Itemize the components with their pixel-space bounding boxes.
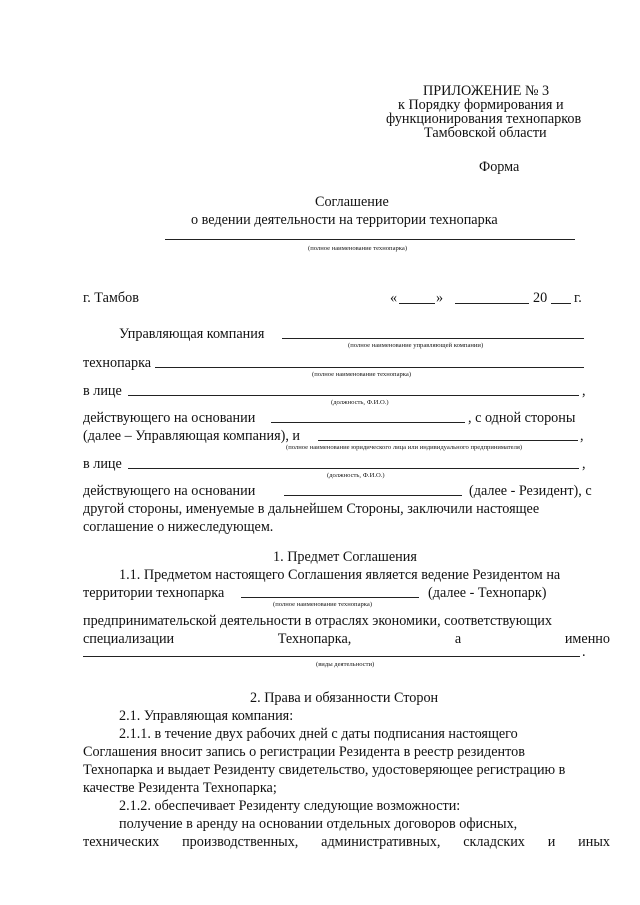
resident-entity-comma: ,: [580, 428, 584, 444]
person-caption: (должность, Ф.И.О.): [331, 399, 389, 406]
resident-basis-line: [284, 495, 462, 496]
clause-2-1-1-line-2: Соглашения вносит запись о регистрации Резидента в реестр резидентов: [83, 744, 525, 760]
parties-line-2: другой стороны, именуемые в дальнейшем Стороны, заключили настоящее: [83, 501, 540, 517]
word-warehouse: складских: [463, 834, 525, 850]
parties-line-3: соглашение о нижеследующем.: [83, 519, 274, 535]
person-line: [128, 395, 579, 396]
person-label: в лице: [83, 383, 122, 399]
word-other: иных: [578, 834, 610, 850]
management-company-line: [282, 338, 584, 339]
management-company-caption: (полное наименование управляющей компании): [348, 342, 484, 349]
technopark-name-line: [165, 239, 575, 240]
appendix-ref-line-3: Тамбовской области: [424, 125, 547, 141]
clause-2-1-1-line-3: Технопарка и выдает Резиденту свидетельство, удостоверяющее регистрацию в: [83, 762, 566, 778]
word-namely: именно: [564, 631, 610, 647]
resident-entity-caption: (полное наименование юридического лица или индивидуального предпринимателя): [286, 444, 523, 451]
technopark-caption: (полное наименование технопарка): [312, 371, 412, 378]
date-month-line: [455, 303, 529, 304]
territory-label: территории технопарка: [83, 585, 225, 601]
word-specialization: специализации: [83, 631, 175, 647]
resident-person-caption: (должность, Ф.И.О.): [327, 472, 385, 479]
word-administrative: административных,: [321, 834, 441, 850]
basis-line: [271, 422, 465, 423]
one-side-text: , с одной стороны: [468, 410, 576, 426]
basis-label: действующего на основании: [83, 410, 256, 426]
word-technical: технических: [83, 834, 160, 850]
word-a: а: [454, 631, 462, 647]
document-title: Соглашение: [315, 194, 389, 210]
clause-1-1-line-4: [83, 630, 610, 648]
resident-person-line: [128, 468, 579, 469]
technopark-name-caption: (полное наименование технопарка): [308, 245, 408, 252]
technopark-label: технопарка: [83, 355, 152, 371]
section-1-heading: 1. Предмет Соглашения: [273, 549, 417, 565]
person-comma: ,: [582, 383, 586, 399]
word-production: производственных,: [182, 834, 299, 850]
clause-2-1-1-line-4: качестве Резидента Технопарка;: [83, 780, 277, 796]
word-technopark: Технопарка,: [277, 631, 352, 647]
appendix-ref-line-1: к Порядку формирования и: [398, 97, 564, 113]
date-year-prefix: 20: [533, 290, 548, 306]
activity-types-dot: .: [582, 644, 586, 660]
appendix-number: ПРИЛОЖЕНИЕ № 3: [423, 83, 550, 99]
date-year-line: [551, 303, 571, 304]
resident-basis-label: действующего на основании: [83, 483, 256, 499]
clause-2-1-1-line-1: 2.1.1. в течение двух рабочих дней с даты подписания настоящего: [119, 726, 518, 742]
section-2-heading: 2. Права и обязанности Сторон: [250, 690, 439, 706]
resident-entity-line: [318, 440, 578, 441]
resident-person-comma: ,: [582, 456, 586, 472]
resident-text: (далее - Резидент), с: [469, 483, 592, 499]
hereafter-text: (далее – Управляющая компания), и: [83, 428, 301, 444]
clause-2-1-2-line-2: [83, 833, 610, 851]
city: г. Тамбов: [83, 290, 139, 306]
activity-types-caption: (виды деятельности): [316, 661, 375, 668]
date-quote-open: «: [390, 290, 398, 306]
territory-technopark-line: [241, 597, 419, 598]
word-and: и: [547, 834, 556, 850]
appendix-ref-line-2: функционирования технопарков: [386, 111, 582, 127]
resident-person-label: в лице: [83, 456, 122, 472]
management-company-label: Управляющая компания: [119, 326, 265, 342]
activity-types-line: [83, 656, 580, 657]
date-year-suffix: г.: [574, 290, 582, 306]
clause-1-1-line-1: 1.1. Предметом настоящего Соглашения является ведение Резидентом на: [119, 567, 561, 583]
date-day-line: [399, 303, 435, 304]
document-subtitle: о ведении деятельности на территории технопарка: [191, 212, 498, 228]
technopark-line: [155, 367, 584, 368]
clause-2-1: 2.1. Управляющая компания:: [119, 708, 294, 724]
clause-1-1-line-3: предпринимательской деятельности в отраслях экономики, соответствующих: [83, 613, 552, 629]
technopark-alias: (далее - Технопарк): [428, 585, 547, 601]
date-quote-close: »: [436, 290, 444, 306]
form-label: Форма: [479, 159, 520, 175]
territory-technopark-caption: (полное наименование технопарка): [273, 601, 373, 608]
clause-2-1-2-line-1: получение в аренду на основании отдельных договоров офисных,: [119, 816, 518, 832]
clause-2-1-2: 2.1.2. обеспечивает Резиденту следующие возможности:: [119, 798, 461, 814]
